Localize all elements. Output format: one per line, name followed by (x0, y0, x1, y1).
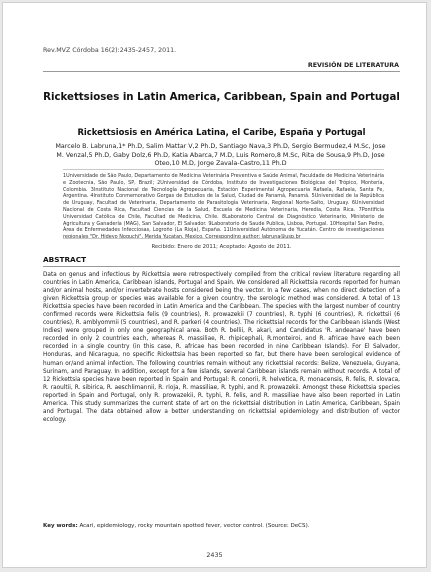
abstract-heading: ABSTRACT (43, 255, 87, 264)
document-page (2, 2, 427, 568)
keywords-line (43, 523, 400, 529)
keywords-label: Key words: (43, 523, 78, 529)
journal-citation: Rev.MVZ Córdoba 16(2):2435-2457, 2011. (43, 47, 177, 54)
affiliation-rule-top (63, 169, 384, 170)
affiliations: 1Universidade de São Paulo, Departamento de Medicina Veterinária Preventiva e Saúde Animal, Faculdade de Medicina Veterinária e Zootecnia, São Paulo, SP, Brazil; 2Universidad de Córdoba, Instituto de Investigaciones Biológicas del Trópico, Montería, Colombia. 3Instituto Nacional de Tecnología Agropecuaria, Estación Experimental Agropecuaria Rafaela, Rafaela, Santa Fe, Argentina. 4Instituto Conmemorativo Gorgas de Estudios de la Salud, Ciudad de Panamá, Panamá. 5Universidad de la República de Uruguay, Facultad de Veterinaria, Departamento de Parasitología Veterinaria, Regional Norte-Salto, Uruguay. 6Universidad Nacional de Costa Rica, Facultad Ciencias de la Salud, Escuela de Medicina Veterinaria, Heredia, Costa Rica. 7Pontificia Universidad Católica de Chile, Facultad de Medicina, Chile. 8Laboratorio Central de Diagnóstico Veterinario, Ministerio de Agricultura y Ganadería (MAG), San Salvador, El Salvador. 9Laboratorio de Saude Publica, Lisboa, Portugal. 10Hospital San Pedro, Área de Enfermedades Infecciosas, Logroño (La Rioja), España. 11Universidad Autónoma de Yucatán. Centro de investigaciones regionales "Dr. Hideyo Noguchi", Merida Yucatan, Mexico. Corresponding author: labruna@usp.br (63, 173, 384, 241)
header-rule (43, 71, 400, 72)
received-dates: Recibido: Enero de 2011; Aceptado: Agosto de 2011. (151, 244, 292, 250)
author-list: Marcelo B. Labruna,1* Ph.D, Salim Mattar V,2 Ph.D, Santiago Nava,3 Ph.D, Sergio Bermudez,4 M.Sc, Jose M. Venzal,5 Ph.D, Gaby Dolz,6 Ph.D, Katia Abarca,7 M.D, Luis Romero,8 M.Sc, Rita de Sousa,9 Ph.D, Jose Oteo,10 M.D, Jorge Zavala-Castro,11 Ph.D (55, 143, 386, 168)
affiliation-rule-bottom (63, 238, 384, 239)
keywords-text: Acari, epidemiology, rocky mountain spotted fever, vector control. (Source: DeCS). (79, 523, 310, 529)
title-spanish: Rickettsiosis en América Latina, el Caribe, España y Portugal (77, 127, 366, 137)
section-label: REVISIÓN DE LITERATURA (307, 62, 399, 69)
title-english: Rickettsioses in Latin America, Caribbean, Spain and Portugal (43, 92, 400, 103)
abstract-rule (43, 266, 400, 267)
abstract-body: Data on genus and infectious by Rickettsia were retrospectively compiled from the critical review literature regarding all countries in Latin America, Caribbean islands, Portugal and Spain. We considered all Rickettsia records reported for human and/or animal hosts, and/or invertebrate hosts considered being the vector. In a few cases, when no direct detection of a given Rickettsia group or species was available for a given country, the serologic method was considered. A total of 13 Rickettsia species have been recorded in Latin America and the Caribbean. The species with the largest number of country confirmed records were Rickettsia felis (9 countries), R. prowazekii (7 countries), R. typhi (6 countries), R. rickettsii (6 countries), R. amblyommii (5 countries), and R. parkeri (4 countries). The rickettsial records for the Caribbean islands (West Indies) were grouped in only one geographical area. Both R. bellii, R. akari, and Candidatus 'R. andeanae' have been recorded in only 2 countries each, whereas R. massiliae, R. rhipicephali, R.monteiroi, and R. africae have each been recorded in a single country (in this case, R. africae has been recorded in nine Caribbean Islands). For El Salvador, Honduras, and Nicaragua, no specific Rickettsia has been reported so far, but there have been serological evidence of human or/and animal infection. The following countries remain without any rickettsial records: Belize, Venezuela, Guyana, Surinam, and Paraguay. In addition, except for a few islands, several Caribbean islands remain without records. A total of 12 Rickettsia species have been reported in Spain and Portugal: R. conorii, R. helvetica, R. monacensis, R. felis, R. slovaca, R. raoultii, R. sibirica, R. aeschlimannii, R. rioja, R. massiliae, R. typhi, and R. prowazekii. Amongst these Rickettsia species reported in Spain and Portugal, only R. prowazekii, R. typhi, R. felis, and R. massiliae have also been reported in Latin America. This study summarizes the current state of art on the rickettsial distribution in Latin America, Caribbean, Spain and Portugal. The data obtained allow a better understanding on rickettsial epidemiology and distribution of vector ecology. (43, 272, 400, 423)
page-number: 2435 (206, 551, 223, 559)
